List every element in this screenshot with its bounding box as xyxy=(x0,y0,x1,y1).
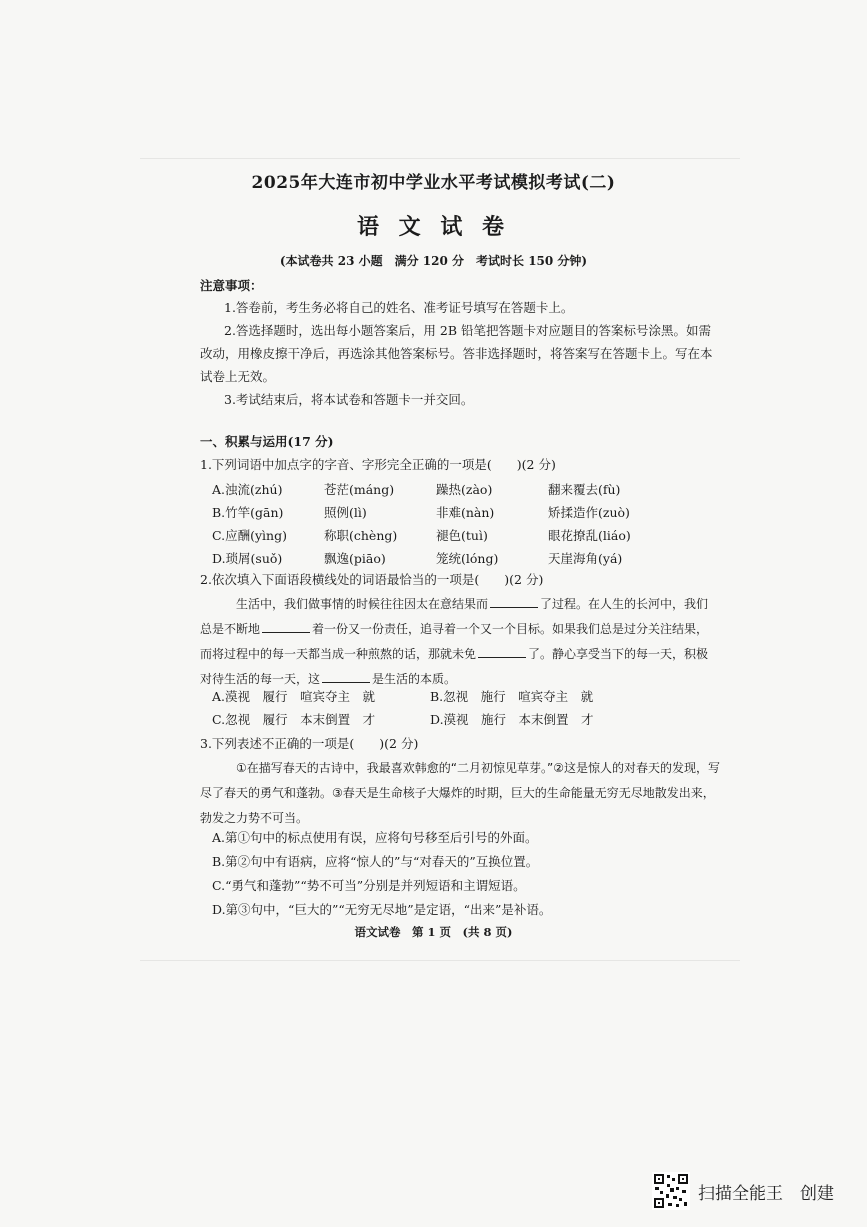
note-item: 2.答选择题时，选出每小题答案后，用 2B 铅笔把答题卡对应题目的答案标号涂黑。如需改动，用橡皮擦干净后，再选涂其他答案标号。答非选择题时，将答案写在答题卡上。写在本试卷上无效。 xyxy=(200,323,713,384)
qr-code-icon xyxy=(652,1172,690,1210)
note-item: 3.考试结束后，将本试卷和答题卡一并交回。 xyxy=(224,392,474,407)
q1-word: 眼花撩乱(liáo) xyxy=(548,528,631,543)
q1-word: 飘逸(piāo) xyxy=(324,551,386,566)
q1-word: C.应酬(yìng) xyxy=(212,528,287,543)
q2-text: 了过程。在人生的长河中，我们总是不断地 xyxy=(200,597,709,636)
q3-stem: 3.下列表述不正确的一项是( )(2 分) xyxy=(200,736,419,751)
watermark-text: 扫描全能王 创建 xyxy=(698,1183,834,1204)
q1-option-row xyxy=(212,547,692,570)
note-item: 1.答卷前，考生务必将自己的姓名、准考证号填写在答题卡上。 xyxy=(224,300,574,315)
q1-word: A.浊流(zhú) xyxy=(212,482,283,497)
q3-option: C.“勇气和蓬勃”“势不可当”分别是并列短语和主谓短语。 xyxy=(212,878,526,893)
q2-text: 了。静心享受当下的每一天，积极对待生活的每一天，这 xyxy=(200,647,709,686)
fill-blank xyxy=(262,620,310,633)
exam-meta: (本试卷共 23 小题 满分 120 分 考试时长 150 分钟) xyxy=(279,254,588,268)
fill-blank xyxy=(322,670,370,683)
q2-option-row xyxy=(212,685,648,708)
q3-passage: ①在描写春天的古诗中，我最喜欢韩愈的“二月初惊见草芽。”②这是惊人的对春天的发现，写尽了春天的勇气和蓬勃。③春天是生命核子大爆炸的时期，巨大的生命能量无穷无尽地散发出来，勃发之力势不可当。 xyxy=(200,761,720,825)
page-footer: 语文试卷 第 1 页 (共 8 页) xyxy=(354,925,513,939)
q1-word: D.琐屑(suǒ) xyxy=(212,551,283,566)
q1-word: 称职(chèng) xyxy=(324,528,398,543)
q1-word: 翻来覆去(fù) xyxy=(548,482,621,497)
paper-subtitle: 语 文 试 卷 xyxy=(357,214,510,240)
notes-list xyxy=(200,296,720,411)
q1-word: 躁热(zào) xyxy=(436,482,493,497)
scan-edge xyxy=(140,158,740,159)
q1-options xyxy=(212,478,692,570)
q3-options xyxy=(212,826,732,922)
q1-word: 苍茫(máng) xyxy=(324,482,395,497)
q2-text: 是生活的本质。 xyxy=(372,672,457,686)
q2-option: D.漠视 施行 本末倒置 才 xyxy=(430,712,594,727)
section-heading: 一、积累与运用(17 分) xyxy=(200,434,334,449)
q1-word: 照例(lì) xyxy=(324,505,367,520)
q2-option: A.漠视 履行 喧宾夺主 就 xyxy=(212,689,376,704)
q1-option-row xyxy=(212,501,692,524)
q1-word: 非难(nàn) xyxy=(436,505,495,520)
q2-stem: 2.依次填入下面语段横线处的词语最恰当的一项是( )(2 分) xyxy=(200,572,544,587)
q2-option-row xyxy=(212,708,648,731)
q1-option-row xyxy=(212,524,692,547)
q1-word: B.竹竿(gān) xyxy=(212,505,284,520)
fill-blank xyxy=(490,595,538,608)
q3-option: A.第①句中的标点使用有误，应将句号移至后引号的外面。 xyxy=(212,830,538,845)
q1-word: 天崖海角(yá) xyxy=(548,551,623,566)
q2-option: C.忽视 履行 本末倒置 才 xyxy=(212,712,376,727)
q2-option: B.忽视 施行 喧宾夺主 就 xyxy=(430,689,594,704)
scanner-watermark xyxy=(652,1172,834,1210)
q2-text: 生活中，我们做事情的时候往往因太在意结果而 xyxy=(236,597,489,611)
exam-title: 2025年大连市初中学业水平考试模拟考试(二) xyxy=(251,173,616,193)
q2-options xyxy=(212,685,648,731)
q3-option: B.第②句中有语病，应将“惊人的”与“对春天的”互换位置。 xyxy=(212,854,539,869)
q3-option: D.第③句中，“巨大的”“无穷无尽地”是定语，“出来”是补语。 xyxy=(212,902,552,917)
q2-passage xyxy=(200,592,720,692)
scan-edge xyxy=(140,960,740,961)
q1-stem: 1.下列词语中加点字的字音、字形完全正确的一项是( )(2 分) xyxy=(200,457,556,472)
notes-heading: 注意事项： xyxy=(200,278,263,293)
q1-word: 矫揉造作(zuò) xyxy=(548,505,630,520)
fill-blank xyxy=(478,645,526,658)
q1-word: 笼统(lóng) xyxy=(436,551,499,566)
q2-text: 着一份又一份责任，追寻着一个又一个目标。如果我们总是过分关注结果，而将过程中的每一天都当成一种煎熬的话，那就未免 xyxy=(200,622,709,661)
q1-word: 褪色(tuì) xyxy=(436,528,488,543)
q1-option-row xyxy=(212,478,692,501)
